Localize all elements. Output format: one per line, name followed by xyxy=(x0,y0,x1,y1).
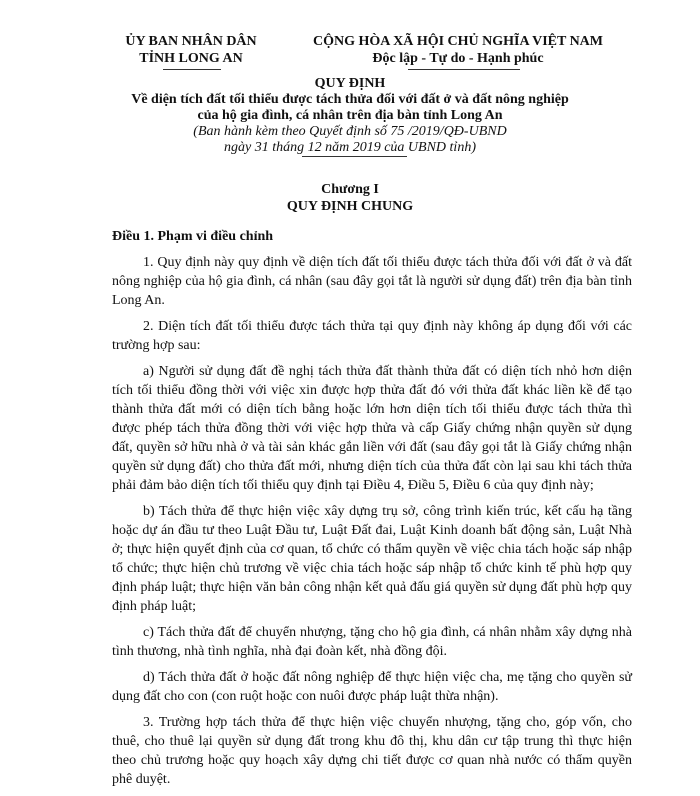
paragraph: a) Người sử dụng đất đề nghị tách thửa đất thành thửa đất có diện tích nhỏ hơn diện tích tối thiểu đồng thời với việc xin được hợp thửa đất đó với thửa đất khác liền kề để tạo thành thửa đất mới có diện tích bằng hoặc lớn hơn diện tích tối thiểu được tách thửa thì được phép tách thửa đồng thời với việc hợp thửa và cấp Giấy chứng nhận quyền sử dụng đất, quyền sở hữu nhà ở và tài sản khác gắn liền với đất (sau đây gọi tắt là Giấy chứng nhận quyền sử dụng đất) cho thửa đất mới, nhưng diện tích của thửa đất còn lại sau khi tách thửa phải đảm bảo diện tích tối thiểu quy định tại Điều 4, Điều 5, Điều 6 của quy định này; xyxy=(112,364,632,493)
issuer-line-2: TỈNH LONG AN xyxy=(139,51,243,66)
chapter-name: QUY ĐỊNH CHUNG xyxy=(286,199,414,214)
paragraph: 2. Diện tích đất tối thiểu được tách thửa tại quy định này không áp dụng đối với các trường hợp sau: xyxy=(112,319,632,353)
paragraph: 1. Quy định này quy định về diện tích đất tối thiểu được tách thửa đối với đất ở và đất nông nghiệp của hộ gia đình, cá nhân (sau đây gọi tắt là người sử dụng đất) trên địa bàn tỉnh Long An. xyxy=(112,255,632,308)
issued-note-line-2: ngày 31 tháng 12 năm 2019 của UBND tỉnh) xyxy=(224,140,476,155)
document-subject-line-1: Về diện tích đất tối thiểu được tách thửa đối với đất ở và đất nông nghiệp xyxy=(131,92,569,107)
title-underline xyxy=(302,156,407,157)
issuer-underline xyxy=(163,69,221,70)
document-title: QUY ĐỊNH xyxy=(314,76,386,91)
national-header xyxy=(282,33,634,67)
article-heading: Điều 1. Phạm vi điều chỉnh xyxy=(112,229,274,244)
issuer-header xyxy=(112,33,270,67)
motto-underline xyxy=(408,69,520,70)
paragraph: b) Tách thửa để thực hiện việc xây dựng trụ sở, công trình kiến trúc, kết cấu hạ tầng hoặc dự án đầu tư theo Luật Đầu tư, Luật Đất đai, Luật Kinh doanh bất động sản, Luật Nhà ở; thực hiện quyết định của cơ quan, tổ chức có thẩm quyền về việc chia tách hoặc sáp nhập tổ chức; thực hiện chủ trương về việc chia tách hoặc sáp nhập tổ chức kinh tế phù hợp quy định pháp luật; thực hiện văn bản công nhận kết quả đấu giá quyền sử dụng đất phù hợp quy định pháp luật; xyxy=(112,504,632,614)
chapter-number: Chương I xyxy=(321,182,379,197)
issuer-line-1: ỦY BAN NHÂN DÂN xyxy=(125,34,257,49)
national-title: CỘNG HÒA XÃ HỘI CHỦ NGHĨA VIỆT NAM xyxy=(312,34,603,49)
document-body xyxy=(112,227,632,796)
chapter-heading xyxy=(60,181,640,215)
document-title-block xyxy=(60,76,640,156)
paragraph: d) Tách thửa đất ở hoặc đất nông nghiệp để thực hiện việc cha, mẹ tặng cho quyền sử dụng đất cho con (con ruột hoặc con nuôi được pháp luật thừa nhận). xyxy=(112,670,632,704)
paragraph: c) Tách thửa đất để chuyển nhượng, tặng cho hộ gia đình, cá nhân nhằm xây dựng nhà tình thương, nhà tình nghĩa, nhà đại đoàn kết, nhà đồng đội. xyxy=(112,625,632,659)
national-motto: Độc lập - Tự do - Hạnh phúc xyxy=(372,51,544,66)
document-subject-line-2: của hộ gia đình, cá nhân trên địa bàn tỉnh Long An xyxy=(197,108,503,123)
paragraph: 3. Trường hợp tách thửa để thực hiện việc chuyển nhượng, tặng cho, góp vốn, cho thuê, cho thuê lại quyền sử dụng đất trong khu đô thị, khu dân cư tập trung thì thực hiện theo chủ trương hoặc quy hoạch xây dựng chi tiết được cơ quan nhà nước có thẩm quyền phê duyệt. xyxy=(112,715,632,787)
issued-note-line-1: (Ban hành kèm theo Quyết định số 75 /2019/QĐ-UBND xyxy=(193,124,507,139)
